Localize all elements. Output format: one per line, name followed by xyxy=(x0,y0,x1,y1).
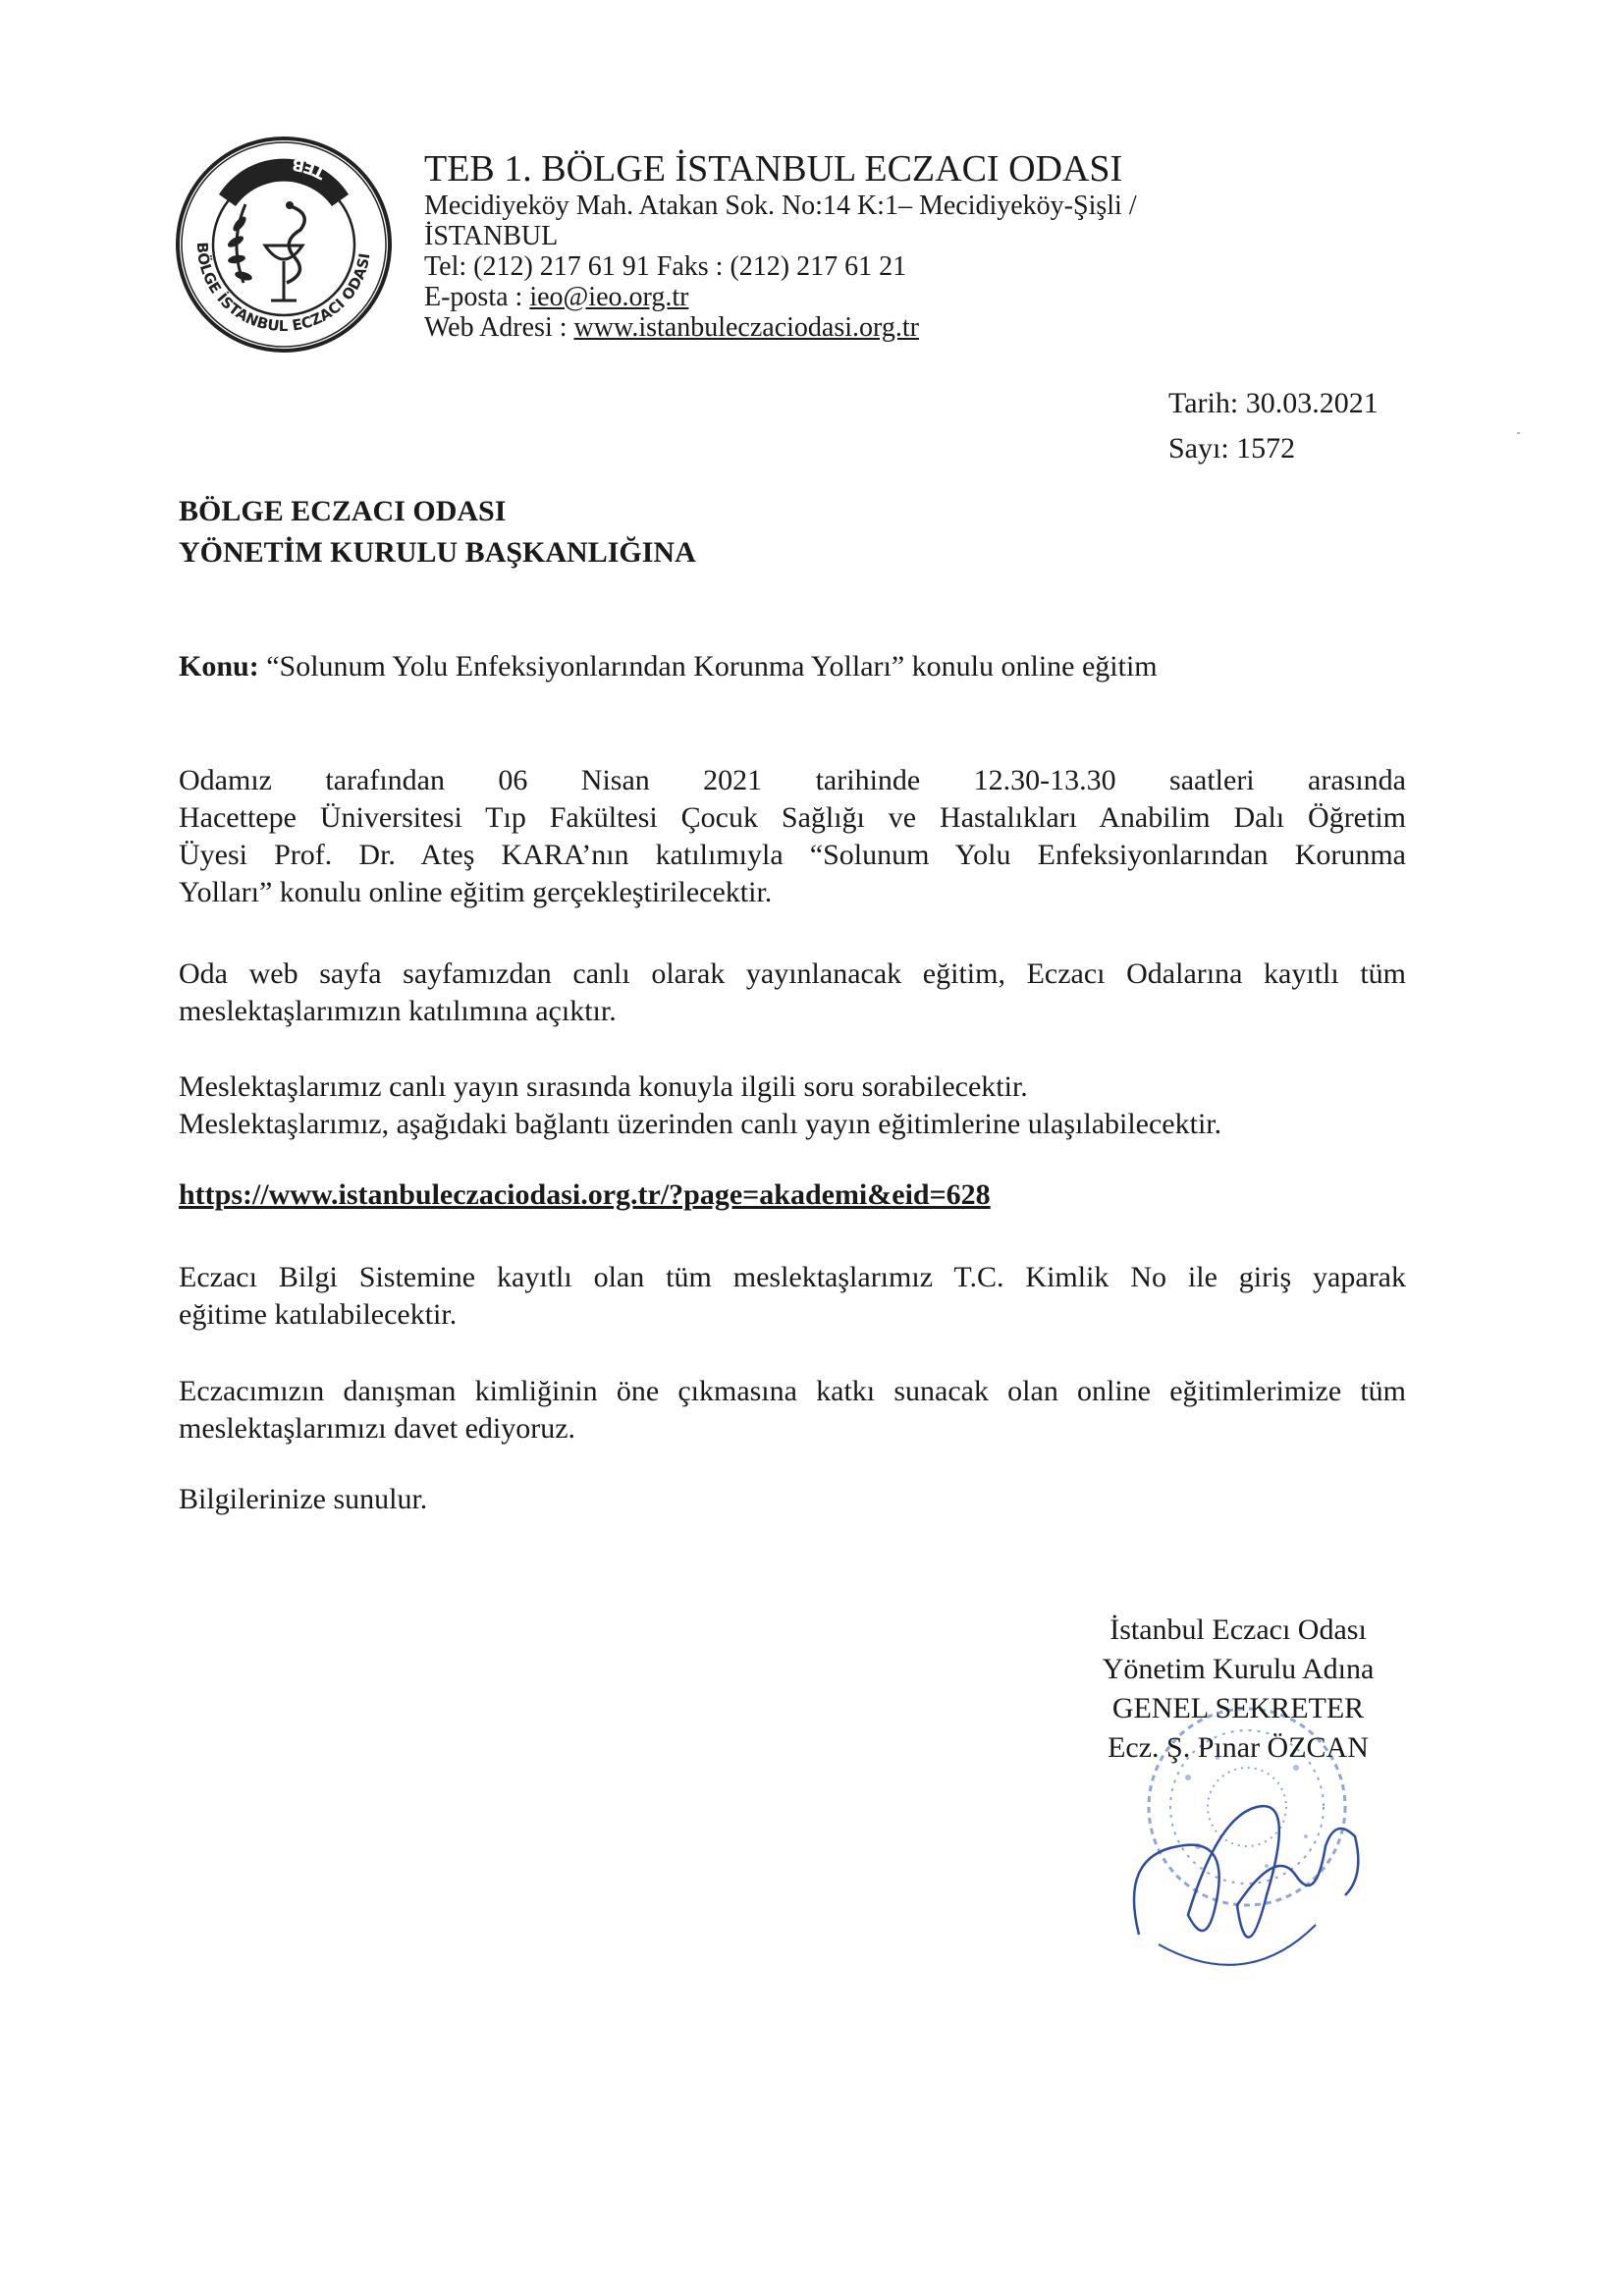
subject-label: Konu: xyxy=(179,650,259,683)
scan-speck xyxy=(1517,432,1520,434)
letterhead xyxy=(424,147,1269,343)
subject-text: “Solunum Yolu Enfeksiyonlarından Korunma Yolları” konulu online eğitim xyxy=(258,650,1158,683)
organization-name: TEB 1. BÖLGE İSTANBUL ECZACI ODASI xyxy=(424,148,1123,190)
signature-line-1: İstanbul Eczacı Odası xyxy=(1109,1613,1367,1646)
web-label: Web Adresi : xyxy=(424,312,574,343)
paragraph-1 xyxy=(179,762,1406,911)
paragraph-1-line: Hacettepe Üniversitesi Tıp Fakültesi Çocuk Sağlığı ve Hastalıkları Anabilim Dalı Öğretim xyxy=(179,801,1406,834)
document-date: Tarih: 30.03.2021 xyxy=(1168,387,1379,419)
caduceus-bowl-icon xyxy=(175,136,393,354)
addressee-line-2: YÖNETİM KURULU BAŞKANLIĞINA xyxy=(179,536,696,569)
paragraph-5-line: meslektaşlarımızı davet ediyoruz. xyxy=(179,1412,576,1445)
web-line xyxy=(424,312,1269,343)
web-link[interactable]: www.istanbuleczaciodasi.org.tr xyxy=(573,312,919,343)
paragraph-3-line: Meslektaşlarımız, aşağıdaki bağlantı üzerinden canlı yayın eğitimlerine ulaşılabilecektir. xyxy=(179,1108,1222,1140)
signature-block xyxy=(1076,1611,1400,1768)
email-link[interactable]: ieo@ieo.org.tr xyxy=(529,282,689,312)
paragraph-2 xyxy=(179,956,1406,1030)
academy-link[interactable]: https://www.istanbuleczaciodasi.org.tr/?page=akademi&eid=628 xyxy=(179,1178,991,1211)
paragraph-2-line: meslektaşlarımızın katılımına açıktır. xyxy=(179,995,617,1027)
paragraph-3-line: Meslektaşlarımız canlı yayın sırasında konuyla ilgili soru sorabilecektir. xyxy=(179,1070,1028,1103)
document-number: Sayı: 1572 xyxy=(1168,432,1296,465)
paragraph-2-line: Oda web sayfa sayfamızdan canlı olarak yayınlanacak eğitim, Eczacı Odalarına kayıtlı tüm xyxy=(179,957,1406,990)
paragraph-5 xyxy=(179,1373,1406,1448)
address-line-2: İSTANBUL xyxy=(424,221,559,251)
svg-text:TEB: TEB xyxy=(290,153,329,183)
paragraph-3 xyxy=(179,1068,1406,1143)
paragraph-4-line: eğitime katılabilecektir. xyxy=(179,1298,458,1331)
closing-text: Bilgilerinize sunulur. xyxy=(179,1483,428,1515)
paragraph-1-line: Yolları” konulu online eğitim gerçekleştirilecektir. xyxy=(179,876,773,908)
phone-fax-line: Tel: (212) 217 61 91 Faks : (212) 217 61 21 xyxy=(424,251,907,282)
signature-line-3: GENEL SEKRETER xyxy=(1111,1692,1365,1724)
email-label: E-posta : xyxy=(424,282,530,312)
address-line-1: Mecidiyeköy Mah. Atakan Sok. No:14 K:1– Mecidiyeköy-Şişli / xyxy=(424,191,1137,221)
email-line xyxy=(424,282,1269,312)
subject-line xyxy=(179,648,1158,685)
svg-text:1. BÖLGE İSTANBUL ECZACI ODASI: BÖLGE İSTANBUL ECZACI ODASI xyxy=(192,242,374,336)
teb-logo-seal xyxy=(175,136,393,354)
signature-line-4: Ecz. Ş. Pınar ÖZCAN xyxy=(1108,1731,1369,1764)
signature-line-2: Yönetim Kurulu Adına xyxy=(1102,1653,1375,1685)
paragraph-4-line: Eczacı Bilgi Sistemine kayıtlı olan tüm meslektaşlarımız T.C. Kimlik No ile giriş yaparak xyxy=(179,1261,1406,1293)
paragraph-1-line: Odamız tarafından 06 Nisan 2021 tarihinde 12.30-13.30 saatleri arasında xyxy=(179,764,1406,796)
paragraph-5-line: Eczacımızın danışman kimliğinin öne çıkmasına katkı sunacak olan online eğitimlerimize tüm xyxy=(179,1375,1406,1407)
paragraph-1-line: Üyesi Prof. Dr. Ateş KARA’nın katılımıyla “Solunum Yolu Enfeksiyonlarından Korunma xyxy=(179,839,1406,871)
addressee-block xyxy=(179,491,696,574)
paragraph-4 xyxy=(179,1259,1406,1334)
date-number-block xyxy=(1168,381,1379,471)
addressee-line-1: BÖLGE ECZACI ODASI xyxy=(179,495,507,527)
